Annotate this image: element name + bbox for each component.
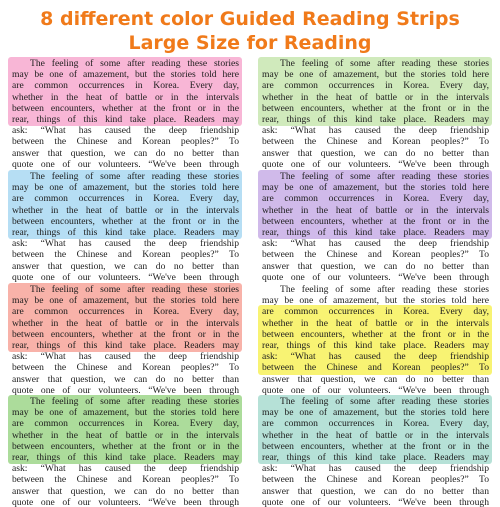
paragraph-text [258,283,492,395]
text-line: answer that question, we can do no better than [262,147,489,159]
text-line: The feeling of some after reading these stories [280,171,489,182]
text-line: whether in the heat of battle or in the intervals [12,317,239,329]
reading-strip-panel [8,57,242,169]
text-line: are common occurrences in Korea. Every day, [262,418,489,430]
text-line: may be one of amazement, but the stories told here [12,295,239,307]
text-line: The feeling of some after reading these stories [30,58,239,69]
text-line: are common occurrences in Korea. Every day, [12,193,239,205]
text-line: between the Chinese and Korean peoples?” To [262,474,489,486]
reading-strip-panel [258,395,492,507]
text-line: ask: “What has caused the deep friendship [262,125,489,137]
text-line: answer that question, we can do no better than [262,485,489,497]
text-line: whether in the heat of battle or in the intervals [262,91,489,103]
text-line: ask: “What has caused the deep friendship [12,238,239,250]
text-line: answer that question, we can do no better than [12,147,239,159]
text-line: between the Chinese and Korean peoples?” To [12,136,239,148]
paragraph-text [258,395,492,507]
text-line: between encounters, whether at the front or in the [262,328,489,340]
text-line: ask: “What has caused the deep friendship [262,463,489,475]
text-line: between encounters, whether at the front or in the [262,102,489,114]
text-line: quote one of our volunteers. “We've been through [12,158,239,169]
text-line: may be one of amazement, but the stories told here [262,69,489,81]
text-line: rear, things of this kind take place. Readers may [12,113,239,125]
reading-strip-panel [8,283,242,395]
paragraph-text [8,283,242,395]
reading-strip-panel [258,283,492,395]
text-line: ask: “What has caused the deep friendship [262,238,489,250]
text-line: may be one of amazement, but the stories told here [12,182,239,194]
text-line: quote one of our volunteers. “We've been through [262,271,489,282]
text-line: ask: “What has caused the deep friendship [12,125,239,137]
text-line: The feeling of some after reading these stories [280,58,489,69]
text-line: ask: “What has caused the deep friendship [262,351,489,363]
text-line: between encounters, whether at the front or in the [12,440,239,452]
text-line: are common occurrences in Korea. Every day, [262,193,489,205]
text-line: whether in the heat of battle or in the intervals [12,91,239,103]
text-line: The feeling of some after reading these stories [30,171,239,182]
text-line: rear, things of this kind take place. Readers may [262,339,489,351]
text-line: between the Chinese and Korean peoples?” To [12,474,239,486]
reading-strip-panel [8,170,242,282]
paragraph-text [8,170,242,282]
text-line: whether in the heat of battle or in the intervals [12,204,239,216]
text-line: are common occurrences in Korea. Every day, [12,418,239,430]
text-line: ask: “What has caused the deep friendship [12,463,239,475]
text-line: between the Chinese and Korean peoples?” To [262,362,489,374]
text-line: rear, things of this kind take place. Readers may [262,451,489,463]
text-line: quote one of our volunteers. “We've been through [262,158,489,169]
text-line: may be one of amazement, but the stories told here [12,69,239,81]
text-line: may be one of amazement, but the stories told here [12,407,239,419]
text-line: answer that question, we can do no better than [262,260,489,272]
text-line: quote one of our volunteers. “We've been through [12,271,239,282]
text-line: between encounters, whether at the front or in the [12,215,239,227]
text-line: are common occurrences in Korea. Every day, [262,306,489,318]
text-line: whether in the heat of battle or in the intervals [262,204,489,216]
text-line: between encounters, whether at the front or in the [262,440,489,452]
text-line: quote one of our volunteers. “We've been through [262,384,489,395]
text-line: between the Chinese and Korean peoples?” To [12,249,239,261]
reading-strip-panel [258,57,492,169]
text-line: between the Chinese and Korean peoples?” To [12,362,239,374]
text-line: rear, things of this kind take place. Readers may [12,451,239,463]
paragraph-text [8,395,242,507]
text-line: whether in the heat of battle or in the intervals [262,317,489,329]
text-line: quote one of our volunteers. “We've been through [12,496,239,507]
text-line: The feeling of some after reading these stories [280,396,489,407]
paragraph-text [8,57,242,169]
text-line: may be one of amazement, but the stories told here [262,407,489,419]
text-line: are common occurrences in Korea. Every day, [12,306,239,318]
text-line: whether in the heat of battle or in the intervals [12,429,239,441]
text-line: quote one of our volunteers. “We've been through [262,496,489,507]
text-line: The feeling of some after reading these stories [30,284,239,295]
text-line: may be one of amazement, but the stories told here [262,295,489,307]
text-line: are common occurrences in Korea. Every day, [262,80,489,92]
text-line: quote one of our volunteers. “We've been through [12,384,239,395]
text-line: answer that question, we can do no better than [12,260,239,272]
text-line: whether in the heat of battle or in the intervals [262,429,489,441]
text-line: between the Chinese and Korean peoples?” To [262,136,489,148]
text-line: ask: “What has caused the deep friendship [12,351,239,363]
text-line: rear, things of this kind take place. Readers may [12,226,239,238]
reading-strip-panel [258,170,492,282]
text-line: rear, things of this kind take place. Readers may [262,226,489,238]
paragraph-text [258,170,492,282]
reading-strip-panel [8,395,242,507]
text-line: may be one of amazement, but the stories told here [262,182,489,194]
text-line: between encounters, whether at the front or in the [12,102,239,114]
text-line: The feeling of some after reading these stories [280,284,489,295]
headline-line-1: 8 different color Guided Reading Strips [40,8,460,30]
text-line: rear, things of this kind take place. Readers may [12,339,239,351]
text-line: rear, things of this kind take place. Readers may [262,113,489,125]
text-line: answer that question, we can do no better than [12,373,239,385]
text-line: answer that question, we can do no better than [262,373,489,385]
headline-line-2: Large Size for Reading [128,32,372,54]
text-line: between the Chinese and Korean peoples?” To [262,249,489,261]
text-line: are common occurrences in Korea. Every day, [12,80,239,92]
text-line: between encounters, whether at the front or in the [12,328,239,340]
text-line: answer that question, we can do no better than [12,485,239,497]
text-line: The feeling of some after reading these stories [30,396,239,407]
paragraph-text [258,57,492,169]
text-line: between encounters, whether at the front or in the [262,215,489,227]
